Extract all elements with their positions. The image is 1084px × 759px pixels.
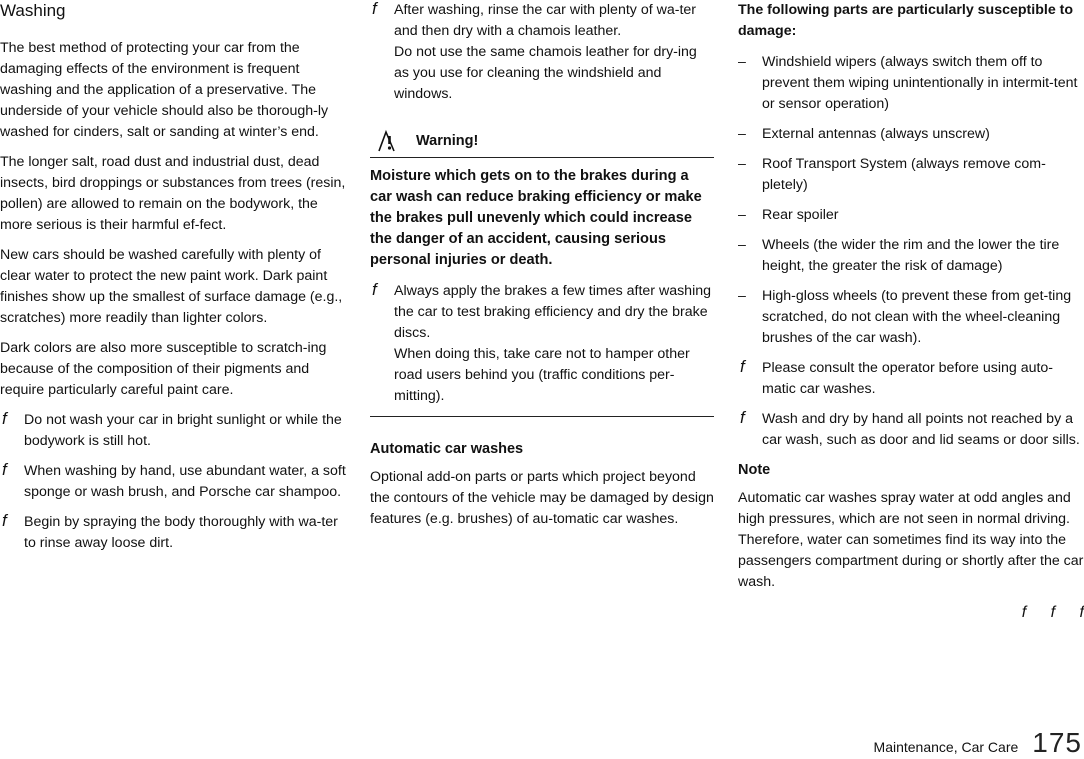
instruction-subtext: Do not use the same chamois leather for dry-ing as you use for cleaning the windshield and windows. bbox=[394, 44, 697, 102]
list-item bbox=[738, 205, 1084, 226]
bullet-mark: f bbox=[2, 511, 7, 530]
list-item-text: Rear spoiler bbox=[762, 207, 839, 223]
dash-mark: – bbox=[738, 237, 746, 253]
instruction-item bbox=[0, 410, 350, 452]
instruction-text: Begin by spraying the body thoroughly with wa-ter to rinse away loose dirt. bbox=[24, 514, 338, 551]
list-item bbox=[738, 286, 1084, 349]
dash-mark: – bbox=[738, 156, 746, 172]
page-footer bbox=[874, 727, 1082, 759]
column-3 bbox=[738, 0, 1084, 623]
section-title: Washing bbox=[0, 1, 66, 20]
note-text: Automatic car washes spray water at odd angles and high pressures, which are not seen in normal driving. Therefore, water can sometimes find its way into the passengers compartment during or shortly after the car wash. bbox=[738, 490, 1084, 590]
warning-header bbox=[370, 119, 714, 158]
list-item bbox=[738, 235, 1084, 277]
divider bbox=[370, 416, 714, 417]
bullet-mark: f bbox=[372, 0, 377, 18]
list-item-text: High-gloss wheels (to prevent these from get-ting scratched, do not clean with the wheel-cleaning brushes of the car wash). bbox=[762, 288, 1072, 346]
bullet-mark: f bbox=[740, 408, 745, 427]
instruction-item bbox=[0, 512, 350, 554]
list-item bbox=[738, 124, 1084, 145]
instruction-item bbox=[738, 409, 1084, 451]
list-item bbox=[738, 154, 1084, 196]
instruction-text: Always apply the brakes a few times after washing the car to test braking efficiency and dry the brake discs. bbox=[394, 283, 712, 341]
paragraph: The longer salt, road dust and industrial dust, dead insects, bird droppings or substances from trees (resin, pollen) are allowed to remain on the bodywork, the more serious is their harmful ef-fect. bbox=[0, 154, 346, 233]
warning-text: Moisture which gets on to the brakes during a car wash can reduce braking efficiency or make the brakes pull unevenly which could increase the danger of an accident, causing serious personal injuries or death. bbox=[370, 168, 702, 268]
list-item-text: Wheels (the wider the rim and the lower the tire height, the greater the risk of damage) bbox=[762, 237, 1060, 274]
bullet-mark: f bbox=[2, 460, 7, 479]
end-marks: f f f bbox=[1021, 604, 1084, 621]
bullet-mark: f bbox=[372, 280, 377, 299]
lead-paragraph: The following parts are particularly susceptible to damage: bbox=[738, 2, 1074, 39]
list-item bbox=[738, 52, 1084, 115]
note-title: Note bbox=[738, 462, 771, 478]
instruction-text: After washing, rinse the car with plenty of wa-ter and then dry with a chamois leather. bbox=[394, 2, 697, 39]
chapter-label: Maintenance, Car Care bbox=[873, 739, 1019, 755]
list-item-text: External antennas (always unscrew) bbox=[762, 126, 990, 142]
dash-mark: – bbox=[738, 288, 746, 304]
instruction-text: Do not wash your car in bright sunlight or while the bodywork is still hot. bbox=[24, 412, 342, 449]
paragraph: Optional add-on parts or parts which project beyond the contours of the vehicle may be damaged by design features (e.g. brushes) of au-tomatic car washes. bbox=[370, 469, 714, 527]
instruction-item bbox=[738, 358, 1084, 400]
instruction-item bbox=[370, 0, 714, 105]
instruction-subtext: When doing this, take care not to hamper other road users behind you (traffic conditions per-mitting). bbox=[394, 346, 690, 404]
paragraph: The best method of protecting your car from the damaging effects of the environment is frequent washing and the application of a preservative. The underside of your vehicle should also be thorough-ly washed for cinders, salt or sanding at winter’s end. bbox=[0, 40, 329, 140]
bullet-mark: f bbox=[740, 357, 745, 376]
paragraph: New cars should be washed carefully with plenty of clear water to protect the new paint work. Dark paint finishes show up the smallest of surface damage (e.g., scratches) more readily than lighter colors. bbox=[0, 247, 343, 326]
warning-triangle-icon bbox=[376, 129, 410, 153]
instruction-item bbox=[0, 461, 350, 503]
dash-mark: – bbox=[738, 54, 746, 70]
warning-label: Warning! bbox=[416, 132, 479, 149]
instruction-text: Wash and dry by hand all points not reached by a car wash, such as door and lid seams or door sills. bbox=[762, 411, 1080, 448]
column-2 bbox=[370, 0, 714, 539]
dash-mark: – bbox=[738, 126, 746, 142]
dash-mark: – bbox=[738, 207, 746, 223]
list-item-text: Windshield wipers (always switch them off to prevent them wiping unintentionally in intermit-tent or sensor operation) bbox=[762, 54, 1078, 112]
column-1 bbox=[0, 0, 350, 563]
page-number: 175 bbox=[1032, 727, 1082, 758]
paragraph: Dark colors are also more susceptible to scratch-ing because of the composition of their pigments and require particularly careful paint care. bbox=[0, 340, 327, 398]
instruction-text: Please consult the operator before using auto-matic car washes. bbox=[762, 360, 1054, 397]
list-item-text: Roof Transport System (always remove com-pletely) bbox=[762, 156, 1046, 193]
instruction-text: When washing by hand, use abundant water, a soft sponge or wash brush, and Porsche car shampoo. bbox=[24, 463, 346, 500]
subsection-title: Automatic car washes bbox=[370, 441, 524, 457]
bullet-mark: f bbox=[2, 409, 7, 428]
instruction-item bbox=[370, 281, 714, 407]
